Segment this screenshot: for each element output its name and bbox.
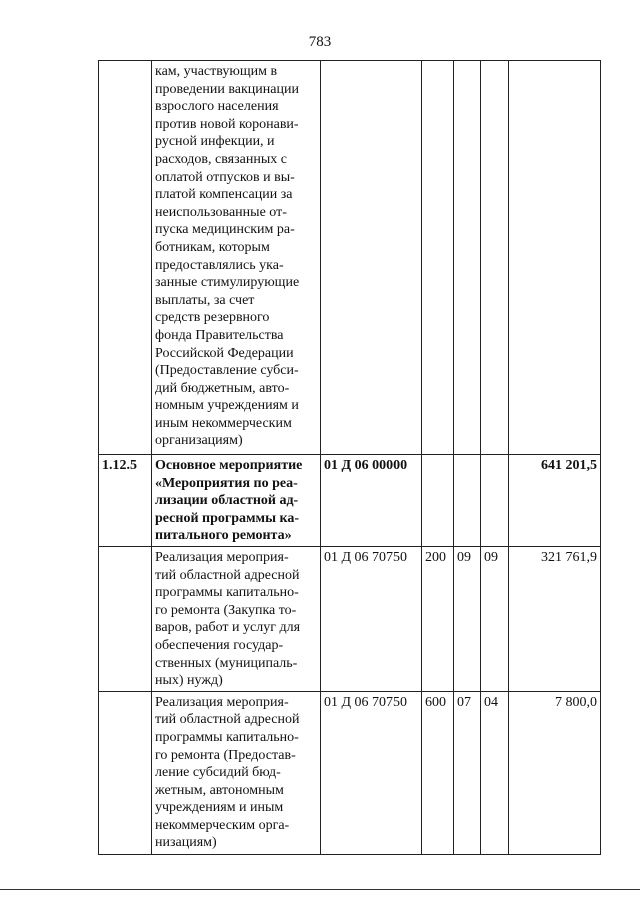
- row-number-cell: 1.12.5: [99, 455, 152, 547]
- row-name-line: ботникам, которым: [155, 239, 270, 255]
- row-code-cell: 01 Д 06 70750: [321, 691, 422, 854]
- row-name-cell: [152, 61, 321, 455]
- row-number-cell: [99, 61, 152, 455]
- row-name-cell: [152, 546, 321, 691]
- row-name-line: го ремонта (Закупка то-: [155, 602, 297, 618]
- row-name-line: кам, участвующим в: [155, 64, 278, 79]
- row-pr-cell: [481, 455, 509, 547]
- row-name-line: дий бюджетным, авто-: [155, 380, 290, 396]
- row-rz-cell: [454, 61, 481, 455]
- row-name-line: программы капитально-: [155, 585, 299, 601]
- bottom-rule: [0, 889, 640, 890]
- row-sum-cell: 641 201,5: [509, 455, 601, 547]
- row-name-line: питального ремонта»: [155, 528, 292, 544]
- row-name-line: предоставлялись ука-: [155, 257, 284, 273]
- row-name-line: Основное мероприятие: [155, 458, 303, 473]
- table-row: [99, 546, 601, 691]
- row-name-line: пуска медицинским ра-: [155, 222, 295, 238]
- row-sum-cell: 7 800,0: [509, 691, 601, 854]
- row-number-cell: [99, 691, 152, 854]
- row-name-line: фонда Правительства: [155, 327, 284, 343]
- row-code-cell: [321, 61, 422, 455]
- row-sum-cell: 321 761,9: [509, 546, 601, 691]
- row-vr-cell: [422, 455, 454, 547]
- table-row: [99, 61, 601, 455]
- row-name-line: номным учреждениям и: [155, 398, 299, 414]
- row-name-line: взрослого населения: [155, 99, 279, 115]
- row-name-line: некоммерческим орга-: [155, 817, 290, 833]
- row-name-cell: [152, 455, 321, 547]
- table-row: [99, 691, 601, 854]
- row-name-line: Реализация мероприя-: [155, 694, 289, 710]
- row-pr-cell: [481, 61, 509, 455]
- row-vr-cell: 600: [422, 691, 454, 854]
- row-vr-cell: 200: [422, 546, 454, 691]
- row-number-cell: [99, 546, 152, 691]
- row-code-cell: 01 Д 06 70750: [321, 546, 422, 691]
- row-rz-cell: [454, 455, 481, 547]
- row-name-line: обеспечения государ-: [155, 637, 284, 653]
- row-name-line: ресной программы ка-: [155, 510, 300, 526]
- row-name-line: расходов, связанных с: [155, 151, 287, 167]
- row-sum-cell: [509, 61, 601, 455]
- row-code-cell: 01 Д 06 00000: [321, 455, 422, 547]
- row-name-line: Реализация мероприя-: [155, 549, 289, 565]
- row-name-line: лизации областной ад-: [155, 493, 299, 509]
- row-name-line: ственных (муниципаль-: [155, 655, 298, 671]
- row-name-line: низациям): [155, 835, 217, 851]
- row-name-line: проведении вакцинации: [155, 81, 299, 97]
- row-name-line: средств резервного: [155, 310, 270, 326]
- row-name-line: организациям): [155, 433, 243, 449]
- row-name-line: ных) нужд): [155, 673, 223, 689]
- row-vr-cell: [422, 61, 454, 455]
- row-name-line: иным некоммерческим: [155, 415, 292, 431]
- row-pr-cell: 09: [481, 546, 509, 691]
- row-name-line: жетным, автономным: [155, 782, 284, 798]
- row-name-line: го ремонта (Предостав-: [155, 747, 296, 763]
- row-name-cell: [152, 691, 321, 854]
- row-name-line: занные стимулирующие: [155, 275, 300, 291]
- row-name-line: выплаты, за счет: [155, 292, 255, 308]
- row-name-line: учреждениям и иным: [155, 800, 284, 816]
- table-body: [99, 61, 601, 855]
- row-name-line: (Предоставление субси-: [155, 363, 299, 379]
- row-name-line: Российской Федерации: [155, 345, 294, 361]
- row-name-line: тий областной адресной: [155, 712, 300, 728]
- row-name-line: программы капитально-: [155, 729, 299, 745]
- row-name-line: ление субсидий бюд-: [155, 765, 281, 781]
- table-row: [99, 455, 601, 547]
- page-number: 783: [308, 34, 332, 50]
- row-rz-cell: 09: [454, 546, 481, 691]
- row-name-line: «Мероприятия по реа-: [155, 475, 298, 491]
- budget-table: [98, 60, 601, 855]
- row-name-line: платой компенсации за: [155, 187, 293, 203]
- row-name-line: варов, работ и услуг для: [155, 620, 301, 636]
- row-name-line: неиспользованные от-: [155, 204, 287, 220]
- row-name-line: русной инфекции, и: [155, 134, 275, 150]
- row-name-line: тий областной адресной: [155, 567, 300, 583]
- row-name-line: против новой коронави-: [155, 116, 299, 132]
- row-name-line: оплатой отпусков и вы-: [155, 169, 295, 185]
- row-pr-cell: 04: [481, 691, 509, 854]
- row-rz-cell: 07: [454, 691, 481, 854]
